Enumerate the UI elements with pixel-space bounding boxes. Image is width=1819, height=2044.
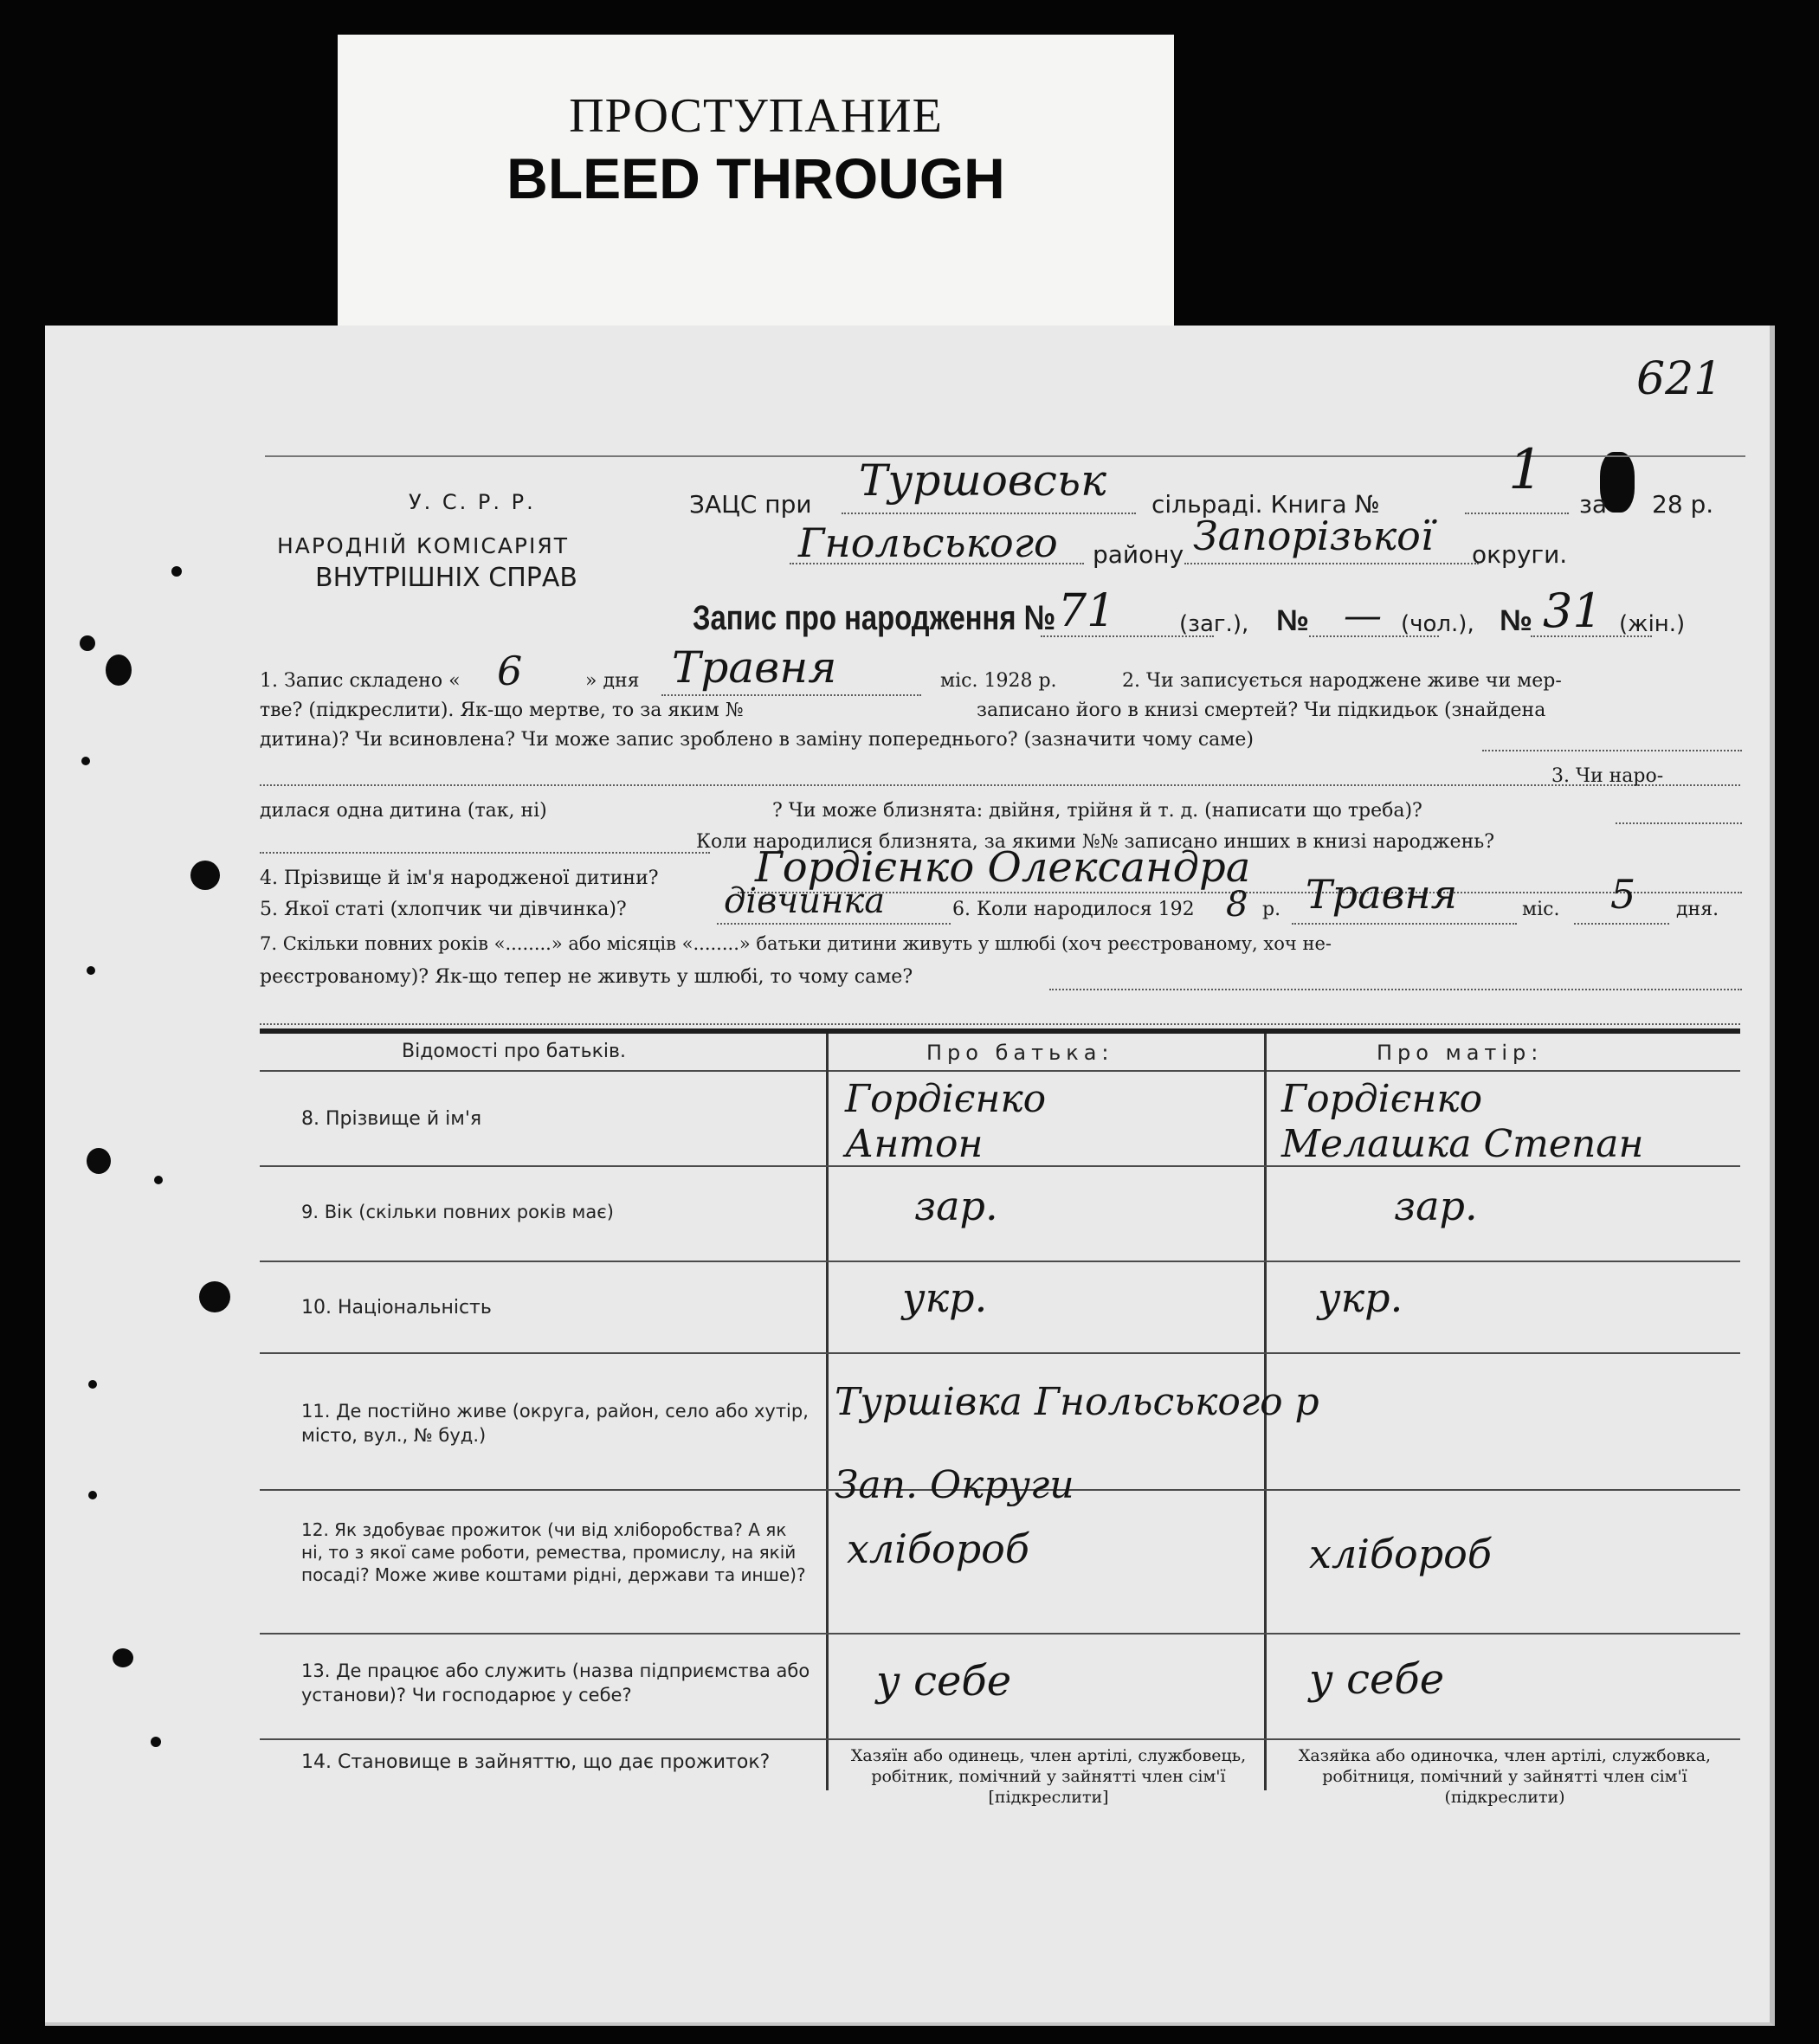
- punch-hole: [80, 635, 95, 651]
- label-ru-text: ПРОСТУПАНИЕ: [569, 89, 943, 143]
- q6-month-handwritten: Травня: [1306, 871, 1458, 918]
- table-row-label-age: 9. Вік (скільки повних років має): [301, 1202, 614, 1222]
- q3-text-c: ? Чи може близнята: двійня, трійня й т. д. (написати що треба)?: [772, 800, 1422, 822]
- punch-hole: [171, 566, 182, 577]
- q1-text-c: міс. 1928 р.: [940, 670, 1057, 692]
- year-prefix: за: [1579, 490, 1608, 519]
- dotted-line: [1574, 921, 1669, 925]
- sheet-number: 621: [1636, 353, 1723, 405]
- q6-label: 6. Коли народилося 192: [952, 899, 1195, 920]
- q2-text-a: 2. Чи записується народжене живе чи мер-: [1122, 670, 1562, 692]
- punch-hole: [87, 966, 95, 975]
- birth-record-sheet: [45, 326, 1775, 2026]
- q7-text-a: 7. Скільки повних років «........» або місяців «........» батьки дитини живуть у шлюбі (хоч реєстрованому, хоч не-: [260, 933, 1332, 954]
- dotted-line: [842, 511, 1136, 514]
- okrug-handwritten: Запорізької: [1193, 513, 1434, 559]
- q6-year-handwritten: 8: [1226, 885, 1248, 925]
- father-employment-options: Хазяїн або одинець, член артілі, службовець, робітник, помічний у зайнятті член сім'ї [підкреслити]: [850, 1746, 1247, 1807]
- table-row-rule: [260, 1738, 1740, 1740]
- punch-hole: [113, 1648, 133, 1667]
- male-number-handwritten: —: [1344, 594, 1382, 638]
- district-suffix: району: [1093, 540, 1184, 569]
- dotted-line: [260, 1022, 1740, 1025]
- dotted-line: [260, 783, 1740, 786]
- punch-hole: [81, 757, 90, 765]
- punch-hole: [106, 654, 132, 686]
- dotted-line: [1465, 511, 1569, 514]
- dotted-line: [1616, 821, 1742, 824]
- mother-nationality-handwritten: укр.: [1318, 1274, 1403, 1321]
- book-number-handwritten: 1: [1508, 438, 1544, 502]
- table-header-father: Про батька:: [926, 1041, 1114, 1065]
- female-prefix: №: [1500, 604, 1532, 637]
- mother-age-handwritten: зар.: [1394, 1183, 1478, 1229]
- village-council-suffix: сільраді. Книга №: [1151, 490, 1380, 519]
- punch-hole: [87, 1148, 111, 1174]
- q5-sex-handwritten: дівчинка: [724, 881, 886, 921]
- father-name-handwritten: Гордієнко Антон: [845, 1077, 1047, 1166]
- q6-mis: міс.: [1522, 899, 1560, 920]
- q3-text-a: 3. Чи наро-: [1551, 765, 1664, 787]
- female-number-handwritten: 31: [1543, 584, 1603, 638]
- q2-text-d: дитина)? Чи всиновлена? Чи може запис зроблено в заміну попереднього? (зазначити чому саме): [260, 729, 1255, 751]
- q4-child-name-handwritten: Гордієнко Олександра: [755, 843, 1251, 892]
- commissariat-line1: НАРОДНІЙ КОМІСАРІЯТ: [277, 533, 570, 558]
- table-row-label-employment-status: 14. Становище в зайняттю, що дає прожиток?: [301, 1751, 771, 1773]
- q1-text-b: » дня: [585, 670, 640, 692]
- dotted-line: [717, 921, 951, 925]
- q2-text-c: записано його в книзі смертей? Чи підкидьок (знайдена: [977, 700, 1546, 721]
- punch-hole: [199, 1281, 230, 1312]
- dotted-line: [661, 693, 921, 696]
- dotted-line: [260, 850, 710, 854]
- district-handwritten: Гнольського: [798, 519, 1058, 566]
- bleed-through-label: [338, 35, 1174, 329]
- q1-text-a: 1. Запис складено «: [260, 670, 461, 692]
- mother-name-handwritten: Гордієнко Мелашка Степан: [1281, 1077, 1644, 1166]
- father-nationality-handwritten: укр.: [902, 1274, 988, 1321]
- q1-month-handwritten: Травня: [672, 642, 837, 693]
- q6-r: р.: [1262, 899, 1281, 920]
- year-suffix: 28 р.: [1652, 490, 1714, 519]
- village-council-handwritten: Туршовськ: [859, 455, 1107, 506]
- q3-text-b: дилася одна дитина (так, ні): [260, 800, 547, 822]
- male-suffix: (чол.),: [1401, 611, 1474, 637]
- okrug-suffix: округи.: [1472, 540, 1568, 569]
- table-row-label-name: 8. Прізвище й ім'я: [301, 1108, 482, 1130]
- q6-day-handwritten: 5: [1610, 871, 1636, 918]
- table-header-mother: Про матір:: [1377, 1041, 1544, 1065]
- table-top-border: [260, 1028, 1740, 1034]
- table-row-rule: [260, 1633, 1740, 1635]
- general-suffix: (заг.),: [1179, 611, 1249, 637]
- dotted-line: [1184, 561, 1479, 564]
- q3-text-d: Коли народилися близнята, за якими №№ записано инших в книзі народжень?: [696, 831, 1495, 853]
- table-header-info: Відомості про батьків.: [402, 1041, 626, 1062]
- dotted-line: [1049, 987, 1742, 990]
- record-title: Запис про народження №: [693, 599, 1056, 637]
- table-column-divider: [826, 1034, 829, 1790]
- general-number-handwritten: 71: [1058, 585, 1116, 637]
- dotted-line: [1482, 748, 1742, 751]
- father-residence-handwritten: Туршівка Гнольського р Зап. Округи: [835, 1380, 1319, 1507]
- q1-day-handwritten: 6: [497, 648, 523, 694]
- q5-label: 5. Якої статі (хлопчик чи дівчинка)?: [260, 899, 627, 920]
- q6-dnya: дня.: [1676, 899, 1719, 920]
- q2-text-b: тве? (підкреслити). Як-що мертве, то за яким №: [260, 700, 744, 721]
- zags-prefix: ЗАЦС при: [689, 490, 812, 519]
- table-row-label-livelihood: 12. Як здобуває прожиток (чи від хліборобства? А як ні, то з якої саме роботи, ремества, промислу, на якій посаді? Може живе коштами рідні, держави та инше)?: [301, 1519, 806, 1585]
- label-en-text: BLEED THROUGH: [506, 146, 1005, 210]
- female-suffix: (жін.): [1619, 611, 1686, 637]
- father-livelihood-handwritten: хлібороб: [847, 1525, 1029, 1572]
- father-age-handwritten: зар.: [914, 1183, 998, 1229]
- punch-hole: [88, 1491, 97, 1499]
- dotted-line: [1292, 921, 1517, 925]
- mother-livelihood-handwritten: хлібороб: [1309, 1531, 1492, 1577]
- commissariat-line2: ВНУТРІШНІХ СПРАВ: [315, 563, 577, 593]
- table-header-rule: [260, 1070, 1740, 1072]
- father-workplace-handwritten: у себе: [876, 1657, 1012, 1705]
- punch-hole: [88, 1380, 97, 1389]
- table-row-label-residence: 11. Де постійно живе (округа, район, село або хутір, місто, вул., № буд.): [301, 1401, 809, 1446]
- table-row-rule: [260, 1352, 1740, 1354]
- punch-hole: [190, 861, 220, 890]
- table-row-label-workplace: 13. Де працює або служить (назва підприємства або установи)? Чи господарює у себе?: [301, 1660, 810, 1705]
- table-row-label-nationality: 10. Національність: [301, 1297, 492, 1319]
- q7-text-b: реєстрованому)? Як-що тепер не живуть у шлюбі, то чому саме?: [260, 966, 913, 988]
- republic-label: У. С. Р. Р.: [409, 490, 536, 514]
- punch-hole: [154, 1176, 163, 1184]
- mother-employment-options: Хазяйка або одиночка, член артілі, службовка, робітниця, помічний у зайнятті член сім'ї (підкреслити): [1298, 1746, 1712, 1807]
- table-row-rule: [260, 1261, 1740, 1262]
- mother-workplace-handwritten: у себе: [1309, 1655, 1445, 1704]
- punch-hole: [151, 1737, 161, 1747]
- q4-label: 4. Прізвище й ім'я народженої дитини?: [260, 867, 659, 889]
- male-prefix: №: [1276, 604, 1309, 637]
